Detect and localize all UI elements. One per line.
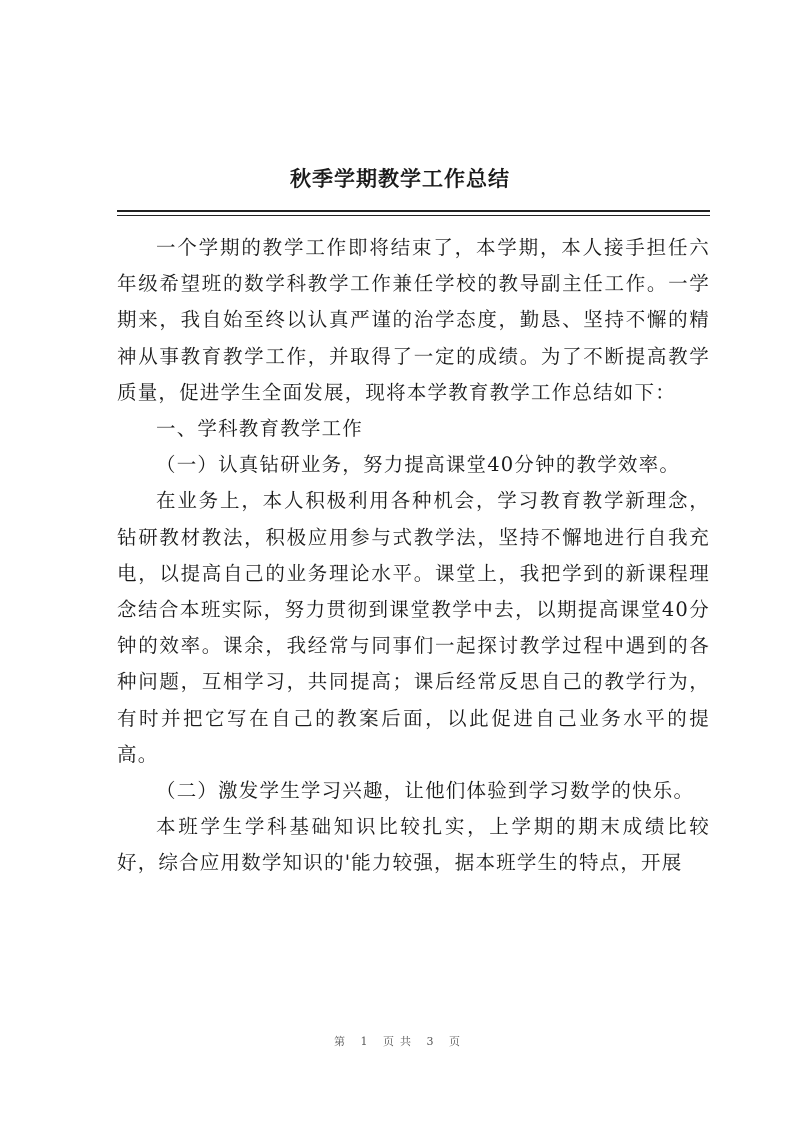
title-divider xyxy=(117,210,710,212)
subsection-heading: （一）认真钻研业务，努力提高课堂40分钟的教学效率。 xyxy=(156,453,681,477)
subsection-heading: （二）激发学生学习兴趣，让他们体验到学习数学的快乐。 xyxy=(156,779,695,803)
title-divider-thin xyxy=(117,215,710,216)
paragraph-intro: 一个学期的教学工作即将结束了，本学期，本人接手担任六年级希望班的数学科教学工作兼任学校的教导副主任工作。一学期来，我自始至终以认真严谨的治学态度，勤恳、坚持不懈的精神从事教育教学工作，并取得了一定的成绩。为了不断提高教学质量，促进学生全面发展，现将本学教育教学工作总结如下： xyxy=(117,236,710,404)
section-heading: 一、学科教育教学工作 xyxy=(156,417,364,441)
paragraph: 在业务上，本人积极利用各种机会，学习教育教学新理念，钻研教材教法，积极应用参与式教学法，坚持不懈地进行自我充电，以提高自己的业务理论水平。课堂上，我把学到的新课程理念结合本班实际，努力贯彻到课堂教学中去，以期提高课堂40分钟的效率。课余，我经常与同事们一起探讨教学过程中遇到的各种问题，互相学习，共同提高；课后经常反思自己的教学行为，有时并把它写在自己的教案后面，以此促进自己业务水平的提高。 xyxy=(117,489,710,766)
document-body xyxy=(117,230,710,882)
page-number: 第 1 页共 3 页 xyxy=(334,1035,466,1048)
paragraph: 本班学生学科基础知识比较扎实，上学期的期末成绩比较好，综合应用数学知识的'能力较强，据本班学生的特点，开展 xyxy=(117,815,710,875)
page-title: 秋季学期教学工作总结 xyxy=(290,166,510,191)
